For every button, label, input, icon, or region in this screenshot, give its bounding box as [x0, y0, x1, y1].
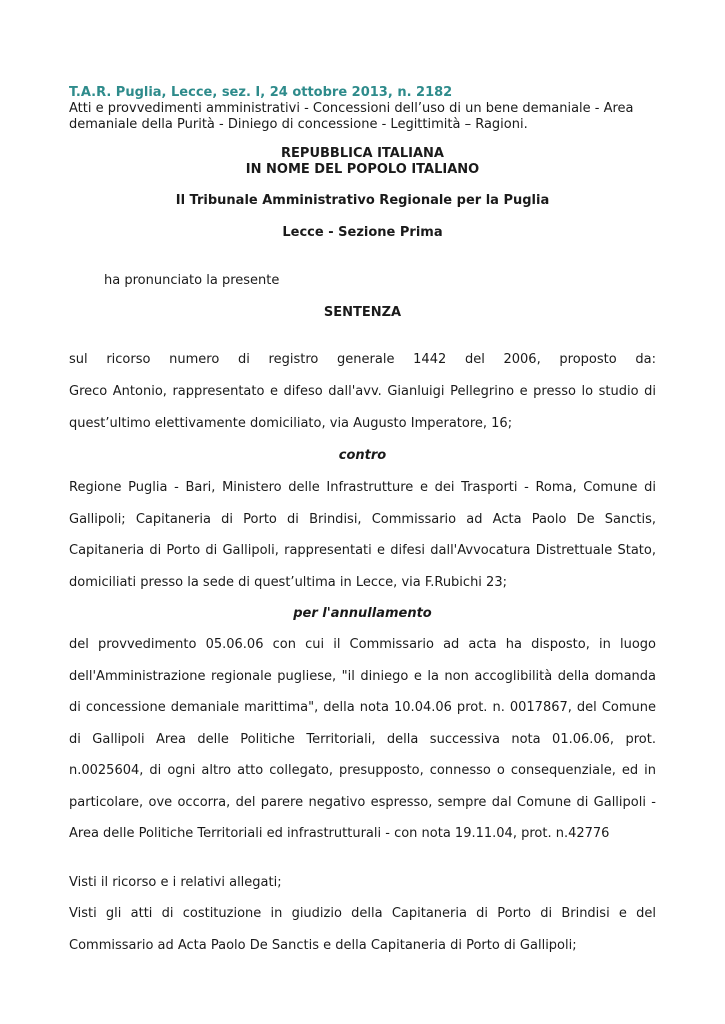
heading-popolo: IN NOME DEL POPOLO ITALIANO: [245, 162, 480, 177]
heading-tribunale: Il Tribunale Amministrativo Regionale per la Puglia: [175, 193, 550, 208]
document-title: T.A.R. Puglia, Lecce, sez. I, 24 ottobre 2013, n. 2182: [69, 85, 453, 100]
ricorso-paragraph: Greco Antonio, rappresentato e difeso dall'avv. Gianluigi Pellegrino e presso lo studio di quest’ultimo elettivamente domiciliato, via Augusto Imperatore, 16;: [69, 384, 656, 431]
annullamento-heading: per l'annullamento: [293, 606, 432, 621]
visti-costituzione: Visti gli atti di costituzione in giudizio della Capitaneria di Porto di Brindisi e del Commissario ad Acta Paolo De Sanctis e della Capitaneria di Porto di Gallipoli;: [69, 906, 656, 953]
oggetto-paragraph: del provvedimento 05.06.06 con cui il Commissario ad acta ha disposto, in luogo dell'Amministrazione regionale pugliese, "il diniego e la non accoglibilità della domanda di concessione demaniale marittima", della nota 10.04.06 prot. n. 0017867, del Comune di Gallipoli Area delle Politiche Territoriali, della successiva nota 01.06.06, prot. n.0025604, di ogni altro atto collegato, presupposto, connesso o consequenziale, ed in particolare, ove occorra, del parere negativo espresso, sempre dal Comune di Gallipoli - Area delle Politiche Territoriali ed infrastrutturali - con nota 19.11.04, prot. n.42776: [69, 637, 656, 841]
intro-text: ha pronunciato la presente: [104, 273, 280, 288]
heading-repubblica: REPUBBLICA ITALIANA: [281, 146, 444, 161]
ricorso-first-line: sul ricorso numero di registro generale 1442 del 2006, proposto da:: [69, 352, 656, 367]
visti-ricorso: Visti il ricorso e i relativi allegati;: [69, 875, 282, 890]
resistenti-paragraph: Regione Puglia - Bari, Ministero delle Infrastrutture e dei Trasporti - Roma, Comune di Gallipoli; Capitaneria di Porto di Brindisi, Commissario ad Acta Paolo De Sanctis, Capitaneria di Porto di Gallipoli, rappresentati e difesi dall'Avvocatura Distrettuale Stato, domiciliati presso la sede di quest’ultima in Lecce, via F.Rubichi 23;: [69, 480, 656, 590]
sentenza-heading: SENTENZA: [323, 305, 402, 320]
heading-sezione: Lecce - Sezione Prima: [282, 225, 443, 240]
document-summary: Atti e provvedimenti amministrativi - Concessioni dell’uso di un bene demaniale - Area demaniale della Purità - Diniego di concessione - Legittimità – Ragioni.: [69, 101, 634, 132]
contro-heading: contro: [338, 448, 387, 463]
